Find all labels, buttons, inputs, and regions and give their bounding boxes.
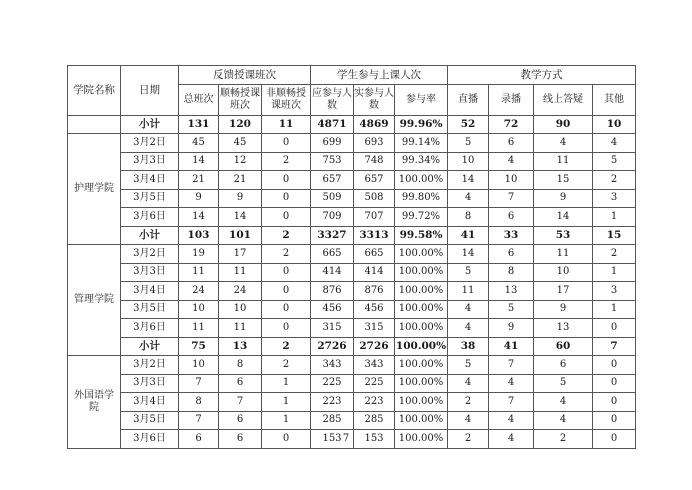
table-cell: 9 <box>534 189 593 208</box>
table-cell: 2 <box>593 245 636 264</box>
table-cell: 4 <box>448 300 489 319</box>
subtotal-label: 小计 <box>121 226 179 245</box>
table-cell: 0 <box>262 319 311 338</box>
college-name: 外国语学院 <box>68 356 121 449</box>
table-cell: 285 <box>354 411 395 430</box>
table-cell: 19 <box>179 245 219 264</box>
table-cell: 876 <box>354 282 395 301</box>
table-cell: 657 <box>311 171 354 190</box>
header-row-1 <box>68 66 636 85</box>
table-cell: 11 <box>448 282 489 301</box>
table-cell: 2 <box>262 152 311 171</box>
table-cell: 100.00% <box>395 282 448 301</box>
table-cell: 72 <box>489 115 534 134</box>
table-cell: 131 <box>179 115 219 134</box>
subtotal-label: 小计 <box>121 337 179 356</box>
table-cell: 11 <box>534 245 593 264</box>
table-cell: 0 <box>262 282 311 301</box>
table-cell: 456 <box>354 300 395 319</box>
table-cell: 2 <box>262 356 311 375</box>
header-recorded: 录播 <box>489 84 534 115</box>
table-cell: 0 <box>262 189 311 208</box>
table-cell: 7 <box>593 337 636 356</box>
table-cell: 60 <box>534 337 593 356</box>
table-cell: 0 <box>262 134 311 153</box>
table-cell: 1 <box>262 411 311 430</box>
table-cell: 6 <box>179 430 219 449</box>
table-cell: 2 <box>262 337 311 356</box>
table-cell: 6 <box>489 134 534 153</box>
table-cell: 100.00% <box>395 430 448 449</box>
table-cell: 100.00% <box>395 393 448 412</box>
table-cell: 4 <box>534 411 593 430</box>
table-cell: 4 <box>448 189 489 208</box>
header-qa: 线上答疑 <box>534 84 593 115</box>
header-feedback-group: 反馈授课班次 <box>179 66 311 85</box>
table-cell: 4 <box>534 134 593 153</box>
table-cell: 4 <box>448 319 489 338</box>
table-cell: 45 <box>179 134 219 153</box>
header-unsmooth: 非顺畅授课班次 <box>262 84 311 115</box>
table-cell: 0 <box>593 411 636 430</box>
table-cell: 6 <box>534 356 593 375</box>
table-cell: 100.00% <box>395 356 448 375</box>
header-college: 学院名称 <box>68 66 121 116</box>
header-expected: 应参与人数 <box>311 84 354 115</box>
table-cell: 7 <box>179 411 219 430</box>
table-cell: 665 <box>311 245 354 264</box>
table-cell: 41 <box>489 337 534 356</box>
date-cell: 3月5日 <box>121 300 179 319</box>
table-cell: 21 <box>179 171 219 190</box>
date-cell: 3月4日 <box>121 282 179 301</box>
table-cell: 13 <box>534 319 593 338</box>
empty-cell <box>68 115 121 134</box>
table-cell: 6 <box>489 208 534 227</box>
table-cell: 12 <box>219 152 262 171</box>
table-cell: 14 <box>448 245 489 264</box>
table-cell: 10 <box>179 300 219 319</box>
table-cell: 100.00% <box>395 337 448 356</box>
table-cell: 24 <box>219 282 262 301</box>
header-method-group: 教学方式 <box>448 66 636 85</box>
table-cell: 699 <box>311 134 354 153</box>
table-cell: 10 <box>489 171 534 190</box>
date-cell: 3月4日 <box>121 171 179 190</box>
table-row <box>68 411 636 430</box>
table-cell: 4 <box>534 393 593 412</box>
college-name: 管理学院 <box>68 245 121 356</box>
table-cell: 14 <box>179 208 219 227</box>
table-cell: 9 <box>219 189 262 208</box>
date-cell: 3月6日 <box>121 319 179 338</box>
table-cell: 2 <box>593 171 636 190</box>
table-cell: 10 <box>534 263 593 282</box>
table-cell: 6 <box>489 245 534 264</box>
table-cell: 14 <box>179 152 219 171</box>
table-cell: 748 <box>354 152 395 171</box>
table-cell: 414 <box>311 263 354 282</box>
table-cell: 285 <box>311 411 354 430</box>
table-cell: 100.00% <box>395 263 448 282</box>
table-cell: 3313 <box>354 226 395 245</box>
table-cell: 7 <box>489 356 534 375</box>
table-row <box>68 282 636 301</box>
table-cell: 11 <box>179 263 219 282</box>
date-cell: 3月2日 <box>121 245 179 264</box>
table-cell: 11 <box>219 319 262 338</box>
table-row <box>68 356 636 375</box>
table-cell: 99.14% <box>395 134 448 153</box>
table-cell: 876 <box>311 282 354 301</box>
table-cell: 15 <box>534 171 593 190</box>
header-rate: 参与率 <box>395 84 448 115</box>
table-cell: 2 <box>448 430 489 449</box>
table-cell: 4871 <box>311 115 354 134</box>
table-cell: 153 <box>311 430 354 449</box>
table-cell: 103 <box>179 226 219 245</box>
table-row <box>68 134 636 153</box>
table-cell: 315 <box>311 319 354 338</box>
table-cell: 11 <box>219 263 262 282</box>
table-cell: 223 <box>354 393 395 412</box>
table-cell: 1 <box>262 393 311 412</box>
table-cell: 665 <box>354 245 395 264</box>
table-cell: 709 <box>311 208 354 227</box>
table-cell: 414 <box>354 263 395 282</box>
subtotal-row <box>68 226 636 245</box>
table-cell: 3 <box>593 282 636 301</box>
table-cell: 100.00% <box>395 300 448 319</box>
date-cell: 3月2日 <box>121 356 179 375</box>
table-cell: 225 <box>311 374 354 393</box>
table-cell: 4 <box>448 411 489 430</box>
table-cell: 45 <box>219 134 262 153</box>
table-cell: 6 <box>219 411 262 430</box>
date-cell: 3月5日 <box>121 189 179 208</box>
table-cell: 100.00% <box>395 245 448 264</box>
table-cell: 14 <box>219 208 262 227</box>
table-row <box>68 393 636 412</box>
table-row <box>68 300 636 319</box>
header-actual: 实参与人数 <box>354 84 395 115</box>
table-cell: 1 <box>593 263 636 282</box>
table-cell: 4 <box>489 152 534 171</box>
table-row <box>68 374 636 393</box>
subtotal-row <box>68 337 636 356</box>
table-cell: 4 <box>593 134 636 153</box>
table-cell: 0 <box>262 171 311 190</box>
table-cell: 17 <box>219 245 262 264</box>
table-cell: 33 <box>489 226 534 245</box>
table-cell: 10 <box>448 152 489 171</box>
table-cell: 2726 <box>311 337 354 356</box>
table-cell: 10 <box>219 300 262 319</box>
table-cell: 9 <box>534 300 593 319</box>
table-cell: 99.80% <box>395 189 448 208</box>
table-cell: 1 <box>593 208 636 227</box>
table-cell: 0 <box>262 430 311 449</box>
table-cell: 0 <box>262 263 311 282</box>
table-cell: 7 <box>489 393 534 412</box>
table-cell: 5 <box>534 374 593 393</box>
table-cell: 53 <box>534 226 593 245</box>
table-cell: 0 <box>593 319 636 338</box>
table-cell: 99.58% <box>395 226 448 245</box>
table-cell: 7 <box>219 393 262 412</box>
table-cell: 0 <box>593 356 636 375</box>
table-cell: 1 <box>262 374 311 393</box>
table-cell: 225 <box>354 374 395 393</box>
table-cell: 11 <box>179 319 219 338</box>
table-cell: 3327 <box>311 226 354 245</box>
table-cell: 17 <box>534 282 593 301</box>
date-cell: 3月3日 <box>121 374 179 393</box>
table-cell: 99.34% <box>395 152 448 171</box>
table-cell: 315 <box>354 319 395 338</box>
table-cell: 99.96% <box>395 115 448 134</box>
table-cell: 657 <box>354 171 395 190</box>
table-cell: 24 <box>179 282 219 301</box>
table-row <box>68 208 636 227</box>
page-number: 7 <box>342 433 350 444</box>
table-cell: 9 <box>179 189 219 208</box>
table-cell: 0 <box>593 374 636 393</box>
table-cell: 90 <box>534 115 593 134</box>
header-date: 日期 <box>121 66 179 116</box>
table-cell: 8 <box>179 393 219 412</box>
table-cell: 8 <box>219 356 262 375</box>
table-row <box>68 152 636 171</box>
header-participation-group: 学生参与上课人次 <box>311 66 448 85</box>
table-cell: 100.00% <box>395 374 448 393</box>
table-cell: 7 <box>179 374 219 393</box>
table-cell: 9 <box>489 319 534 338</box>
college-name: 护理学院 <box>68 134 121 245</box>
table-cell: 223 <box>311 393 354 412</box>
table-cell: 100.00% <box>395 171 448 190</box>
table-cell: 7 <box>489 189 534 208</box>
table-cell: 4 <box>448 374 489 393</box>
table-cell: 4 <box>489 411 534 430</box>
table-cell: 456 <box>311 300 354 319</box>
table-cell: 0 <box>262 208 311 227</box>
table-cell: 101 <box>219 226 262 245</box>
table-cell: 13 <box>219 337 262 356</box>
table-row <box>68 171 636 190</box>
subtotal-row <box>68 115 636 134</box>
table-cell: 0 <box>262 300 311 319</box>
table-cell: 75 <box>179 337 219 356</box>
header-other: 其他 <box>593 84 636 115</box>
table-cell: 38 <box>448 337 489 356</box>
table-cell: 8 <box>448 208 489 227</box>
table-cell: 2 <box>262 226 311 245</box>
date-cell: 3月6日 <box>121 430 179 449</box>
table-cell: 0 <box>593 393 636 412</box>
table-cell: 5 <box>489 300 534 319</box>
date-cell: 3月6日 <box>121 208 179 227</box>
table-cell: 2 <box>534 430 593 449</box>
table-cell: 508 <box>354 189 395 208</box>
table-cell: 41 <box>448 226 489 245</box>
table-cell: 5 <box>448 134 489 153</box>
table-cell: 693 <box>354 134 395 153</box>
table-cell: 15 <box>593 226 636 245</box>
date-cell: 3月2日 <box>121 134 179 153</box>
table-cell: 5 <box>448 356 489 375</box>
table-cell: 120 <box>219 115 262 134</box>
table-cell: 6 <box>219 374 262 393</box>
table-cell: 10 <box>179 356 219 375</box>
table-cell: 343 <box>354 356 395 375</box>
table-row <box>68 189 636 208</box>
table-cell: 14 <box>534 208 593 227</box>
table-cell: 8 <box>489 263 534 282</box>
table-cell: 2 <box>262 245 311 264</box>
table-cell: 52 <box>448 115 489 134</box>
table-cell: 5 <box>593 152 636 171</box>
table-cell: 10 <box>593 115 636 134</box>
table-cell: 509 <box>311 189 354 208</box>
table-cell: 753 <box>311 152 354 171</box>
date-cell: 3月3日 <box>121 263 179 282</box>
table-row <box>68 245 636 264</box>
date-cell: 3月5日 <box>121 411 179 430</box>
table-cell: 6 <box>219 430 262 449</box>
table-cell: 11 <box>534 152 593 171</box>
header-live: 直播 <box>448 84 489 115</box>
table-cell: 3 <box>593 189 636 208</box>
table-cell: 5 <box>448 263 489 282</box>
table-cell: 707 <box>354 208 395 227</box>
table-row <box>68 263 636 282</box>
table-cell: 13 <box>489 282 534 301</box>
table-cell: 100.00% <box>395 319 448 338</box>
table-cell: 1 <box>593 300 636 319</box>
table-row <box>68 319 636 338</box>
table-cell: 14 <box>448 171 489 190</box>
table-cell: 11 <box>262 115 311 134</box>
table-cell: 4 <box>489 430 534 449</box>
table-cell: 343 <box>311 356 354 375</box>
table-cell: 153 <box>354 430 395 449</box>
subtotal-label: 小计 <box>121 115 179 134</box>
table-cell: 4 <box>489 374 534 393</box>
attendance-table <box>67 65 636 449</box>
table-cell: 2726 <box>354 337 395 356</box>
table-cell: 0 <box>593 430 636 449</box>
table-cell: 4869 <box>354 115 395 134</box>
date-cell: 3月3日 <box>121 152 179 171</box>
table-cell: 21 <box>219 171 262 190</box>
table-cell: 100.00% <box>395 411 448 430</box>
date-cell: 3月4日 <box>121 393 179 412</box>
table-cell: 2 <box>448 393 489 412</box>
header-total: 总班次 <box>179 84 219 115</box>
table-cell: 99.72% <box>395 208 448 227</box>
header-smooth: 顺畅授课班次 <box>219 84 262 115</box>
